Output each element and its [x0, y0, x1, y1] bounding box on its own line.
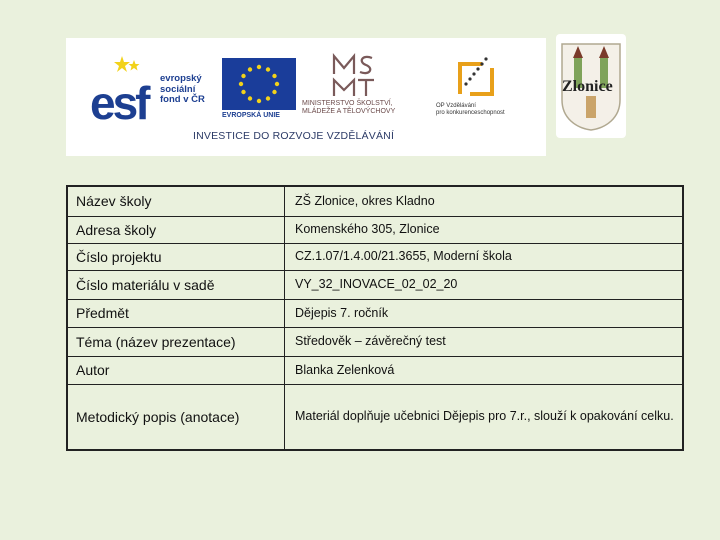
row-value: Komenského 305, Zlonice	[285, 216, 684, 243]
row-label: Téma (název prezentace)	[67, 327, 285, 356]
op-logo-icon	[452, 54, 500, 102]
table-row	[67, 270, 683, 299]
row-label: Číslo materiálu v sadě	[67, 270, 285, 299]
project-info-table	[66, 185, 684, 451]
table-row	[67, 327, 683, 356]
esf-text: evropský sociální fond v ČR	[160, 73, 205, 105]
op-label: OP Vzdělávání pro konkurenceschopnost	[436, 103, 505, 116]
table-row	[67, 356, 683, 384]
row-label: Číslo projektu	[67, 243, 285, 270]
row-label: Metodický popis (anotace)	[67, 384, 285, 450]
table-row	[67, 299, 683, 327]
msmt-label: MINISTERSTVO ŠKOLSTVÍ, MLÁDEŽE A TĚLOVÝCHOVY	[302, 100, 396, 115]
table-row	[67, 384, 683, 450]
logo-banner	[66, 38, 546, 156]
esf-logo: esf	[90, 77, 148, 129]
row-value: Blanka Zelenková	[285, 356, 684, 384]
row-label: Název školy	[67, 186, 285, 216]
crest-text: Zlonice	[562, 78, 613, 95]
row-value: Středověk – závěrečný test	[285, 327, 684, 356]
table-row	[67, 216, 683, 243]
eu-label: EVROPSKÁ UNIE	[222, 112, 280, 119]
table-row	[67, 186, 683, 216]
row-value: Dějepis 7. ročník	[285, 299, 684, 327]
esf-stars-icon	[86, 54, 146, 78]
eu-flag-icon	[222, 58, 296, 110]
row-label: Předmět	[67, 299, 285, 327]
row-label: Adresa školy	[67, 216, 285, 243]
row-value: Materiál doplňuje učebnici Dějepis pro 7.r., slouží k opakování celku.	[285, 384, 684, 450]
row-value: CZ.1.07/1.4.00/21.3655, Moderní škola	[285, 243, 684, 270]
banner-title: INVESTICE DO ROZVOJE VZDĚLÁVÁNÍ	[193, 130, 395, 142]
row-value: VY_32_INOVACE_02_02_20	[285, 270, 684, 299]
table-row	[67, 243, 683, 270]
row-value: ZŠ Zlonice, okres Kladno	[285, 186, 684, 216]
school-crest	[556, 34, 626, 138]
row-label: Autor	[67, 356, 285, 384]
msmt-logo-icon	[328, 52, 378, 100]
